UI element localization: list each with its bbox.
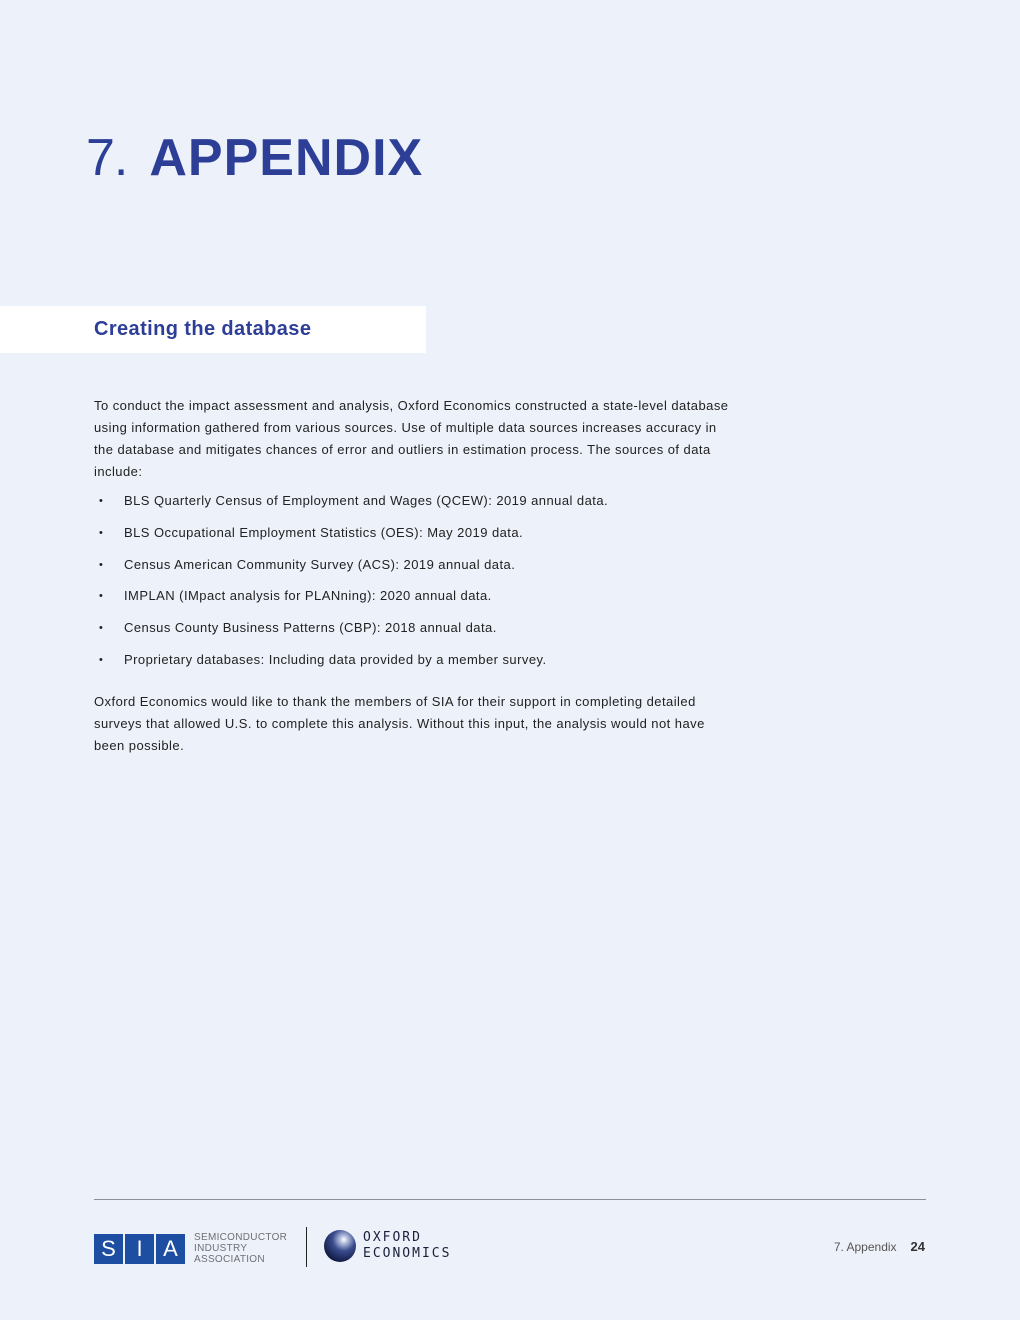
- sia-letter: A: [156, 1234, 185, 1264]
- section-number: 7.: [86, 129, 128, 187]
- sia-wordmark: [194, 1232, 287, 1265]
- footer-divider: [94, 1199, 926, 1200]
- list-item: [94, 490, 734, 522]
- sia-line: SEMICONDUCTOR: [194, 1232, 288, 1243]
- sia-letter: I: [125, 1234, 154, 1264]
- list-item-text: Census County Business Patterns (CBP): 2018 annual data.: [124, 620, 497, 636]
- globe-icon: [324, 1230, 356, 1262]
- sources-list: [94, 490, 734, 681]
- list-item: [94, 554, 734, 586]
- page-title: [86, 128, 423, 188]
- closing-paragraph: Oxford Economics would like to thank the members of SIA for their support in completing detailed surveys that allowed U.S. to complete this analysis. Without this input, the analysis would not have been possible.: [94, 694, 705, 753]
- page-number: 24: [910, 1239, 925, 1254]
- list-item-text: BLS Occupational Employment Statistics (OES): May 2019 data.: [124, 524, 524, 540]
- section-title: APPENDIX: [149, 129, 424, 187]
- list-item-text: Proprietary databases: Including data provided by a member survey.: [124, 651, 547, 667]
- oe-line: OXFORD: [363, 1230, 422, 1245]
- oe-line: ECONOMICS: [363, 1246, 452, 1261]
- list-item: [94, 649, 734, 681]
- list-item: [94, 522, 734, 554]
- sia-line: ASSOCIATION: [194, 1254, 265, 1265]
- page-footer-label: [834, 1239, 925, 1254]
- logo-separator: [306, 1227, 307, 1267]
- oxford-economics-logo: [324, 1230, 451, 1262]
- list-item: [94, 617, 734, 649]
- bullet-icon: •: [99, 653, 104, 666]
- bullet-icon: •: [99, 622, 104, 635]
- list-item: [94, 585, 734, 617]
- list-item-text: BLS Quarterly Census of Employment and Wages (QCEW): 2019 annual data.: [124, 493, 609, 508]
- list-item-text: IMPLAN (IMpact analysis for PLANning): 2020 annual data.: [124, 588, 492, 604]
- subheading: Creating the database: [94, 318, 312, 340]
- oe-wordmark: [363, 1230, 451, 1262]
- bullet-icon: •: [99, 526, 104, 539]
- sia-letter: S: [94, 1234, 123, 1264]
- subheading-band: [0, 306, 426, 353]
- bullet-icon: •: [99, 590, 104, 603]
- bullet-icon: •: [99, 558, 104, 571]
- sia-logo: [94, 1232, 287, 1265]
- intro-paragraph: To conduct the impact assessment and analysis, Oxford Economics constructed a state-level database using information gathered from various sources. Use of multiple data sources increases accuracy in the database and mitigates chances of error and outliers in estimation process. The sources of data include:: [94, 398, 729, 479]
- list-item-text: Census American Community Survey (ACS): 2019 annual data.: [124, 556, 516, 572]
- sia-line: INDUSTRY: [194, 1243, 248, 1254]
- sia-letter-blocks: [94, 1234, 187, 1264]
- footer-section-label: 7. Appendix: [833, 1240, 897, 1254]
- bullet-icon: •: [99, 495, 104, 507]
